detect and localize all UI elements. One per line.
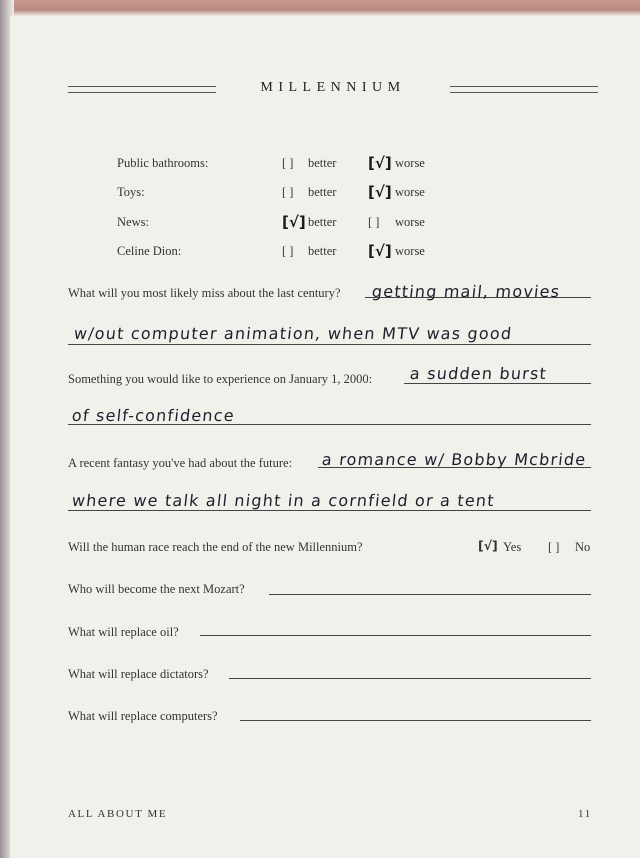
rating-row-news bbox=[117, 215, 437, 231]
worse-checkbox[interactable]: [ ] bbox=[368, 215, 380, 229]
yes-checkbox[interactable]: [√] bbox=[478, 538, 498, 553]
question-dictators: What will replace dictators? bbox=[68, 667, 209, 681]
header-rule-right bbox=[450, 86, 598, 93]
answer-line bbox=[68, 344, 591, 345]
answer-line bbox=[404, 383, 591, 384]
better-checkbox[interactable]: [ ] bbox=[282, 244, 294, 258]
worse-checkbox[interactable]: [√] bbox=[368, 242, 392, 260]
better-label: better bbox=[308, 215, 337, 229]
better-label: better bbox=[308, 156, 337, 170]
question-fantasy: A recent fantasy you've had about the future: bbox=[68, 456, 293, 470]
handwritten-answer[interactable]: of self-confidence bbox=[71, 406, 236, 425]
handwritten-answer[interactable]: w/out computer animation, when MTV was good bbox=[73, 324, 514, 343]
worse-checkbox[interactable]: [√] bbox=[368, 183, 392, 201]
question-oil: What will replace oil? bbox=[68, 625, 179, 639]
page-header bbox=[68, 80, 598, 100]
rating-label: Celine Dion: bbox=[117, 244, 182, 258]
answer-line-dictators[interactable] bbox=[229, 678, 591, 679]
no-label: No bbox=[575, 540, 591, 554]
handwritten-answer[interactable]: a romance w/ Bobby Mcbride bbox=[321, 450, 588, 469]
footer-book-title: ALL ABOUT ME bbox=[68, 808, 168, 820]
paper bbox=[10, 16, 640, 858]
answer-line-oil[interactable] bbox=[200, 635, 591, 636]
worse-label: worse bbox=[395, 185, 425, 199]
worse-label: worse bbox=[395, 215, 425, 229]
answer-line-computers[interactable] bbox=[240, 720, 591, 721]
better-checkbox[interactable]: [√] bbox=[282, 213, 306, 231]
better-checkbox[interactable]: [ ] bbox=[282, 185, 294, 199]
question-human-race: Will the human race reach the end of the new Millennium? bbox=[68, 540, 363, 554]
question-computers: What will replace computers? bbox=[68, 709, 218, 723]
rating-row-toys bbox=[117, 185, 437, 201]
page-number: 11 bbox=[578, 808, 592, 820]
worse-label: worse bbox=[395, 156, 425, 170]
no-checkbox[interactable]: [ ] bbox=[548, 540, 560, 554]
handwritten-answer[interactable]: getting mail, movies bbox=[371, 282, 562, 301]
rating-label: News: bbox=[117, 215, 149, 229]
rating-row-public-bathrooms bbox=[117, 156, 437, 172]
better-label: better bbox=[308, 244, 337, 258]
answer-line-mozart[interactable] bbox=[269, 594, 591, 595]
question-experience: Something you would like to experience on January 1, 2000: bbox=[68, 372, 373, 386]
rating-label: Toys: bbox=[117, 185, 145, 199]
rating-row-celine-dion bbox=[117, 244, 437, 260]
question-miss: What will you most likely miss about the last century? bbox=[68, 286, 341, 300]
better-checkbox[interactable]: [ ] bbox=[282, 156, 294, 170]
question-mozart: Who will become the next Mozart? bbox=[68, 582, 245, 596]
handwritten-answer[interactable]: where we talk all night in a cornfield or a tent bbox=[71, 491, 496, 510]
worse-checkbox[interactable]: [√] bbox=[368, 154, 392, 172]
page-title: MILLENNIUM bbox=[260, 80, 406, 95]
rating-label: Public bathrooms: bbox=[117, 156, 209, 170]
handwritten-answer[interactable]: a sudden burst bbox=[409, 364, 549, 383]
answer-line bbox=[68, 510, 591, 511]
yes-label: Yes bbox=[503, 540, 522, 554]
better-label: better bbox=[308, 185, 337, 199]
worse-label: worse bbox=[395, 244, 425, 258]
